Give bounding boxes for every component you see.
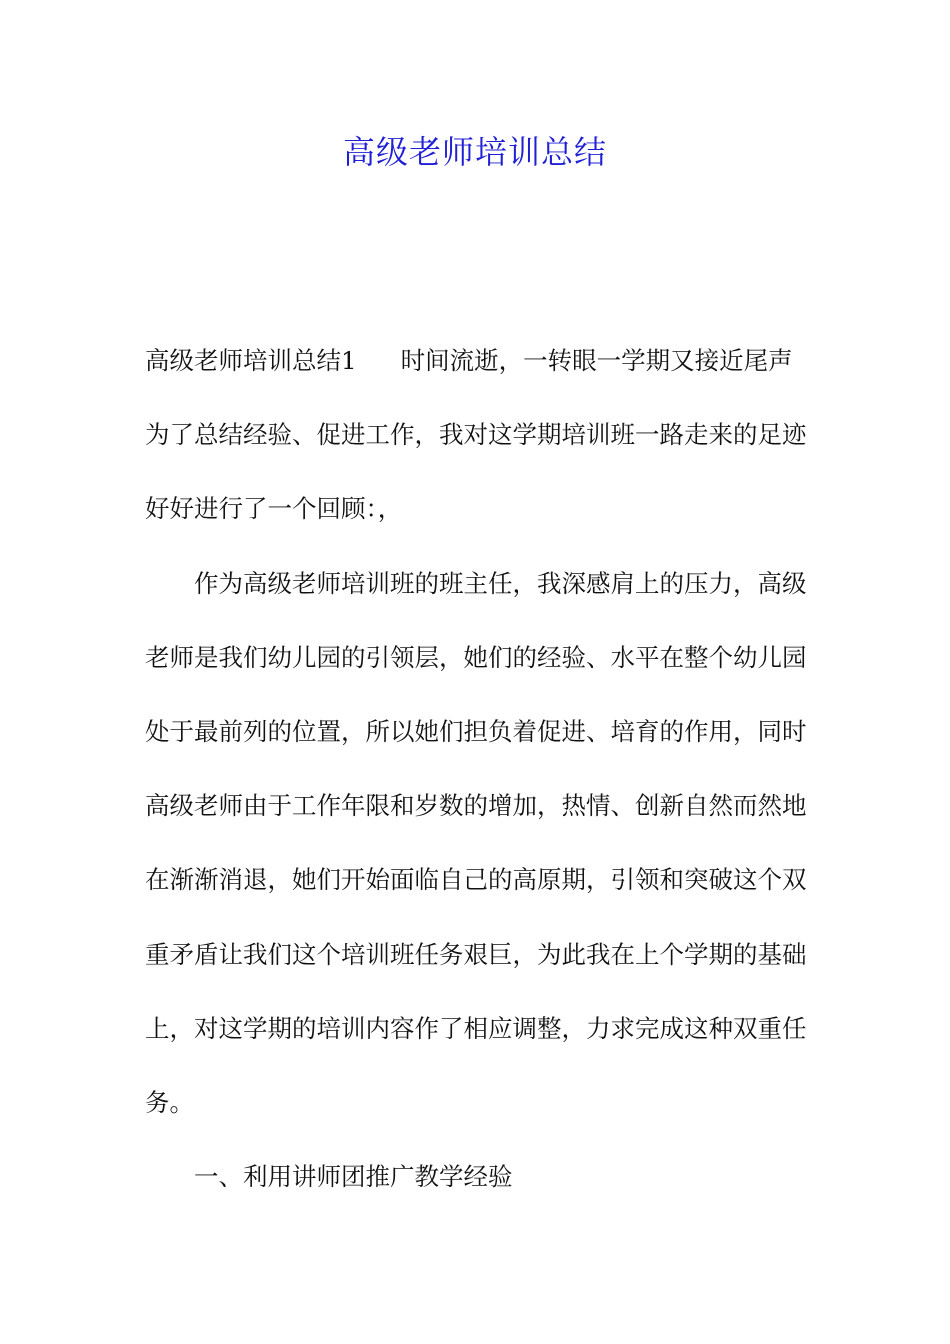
paragraph-line: 老师是我们幼儿园的引领层，她们的经验、水平在整个幼儿园 <box>145 642 807 672</box>
paragraph-line: 重矛盾让我们这个培训班任务艰巨，为此我在上个学期的基础 <box>145 939 807 969</box>
paragraph-line: 为了总结经验、促进工作，我对这学期培训班一路走来的足迹 <box>145 420 807 450</box>
section-heading-inline: 高级老师培训总结1 <box>145 346 357 375</box>
paragraph-line: 作为高级老师培训班的班主任，我深感肩上的压力，高级 <box>194 568 807 598</box>
paragraph-line: 好好进行了一个回顾：， <box>145 494 403 524</box>
paragraph-text: 时间流逝，一转眼一学期又接近尾声 <box>400 346 793 375</box>
section-heading: 一、利用讲师团推广教学经验 <box>194 1162 513 1192</box>
paragraph-line: 高级老师由于工作年限和岁数的增加，热情、创新自然而然地 <box>145 791 807 821</box>
paragraph-line: 务。 <box>145 1087 194 1117</box>
document-title: 高级老师培训总结 <box>342 133 607 171</box>
paragraph-line: 处于最前列的位置，所以她们担负着促进、培育的作用，同时 <box>145 716 807 746</box>
paragraph-line: 上，对这学期的培训内容作了相应调整，力求完成这种双重任 <box>145 1013 807 1043</box>
paragraph-line: 在渐渐消退，她们开始面临自己的高原期，引领和突破这个双 <box>145 865 807 895</box>
paragraph-line <box>145 337 805 411</box>
document-body <box>145 337 805 1227</box>
